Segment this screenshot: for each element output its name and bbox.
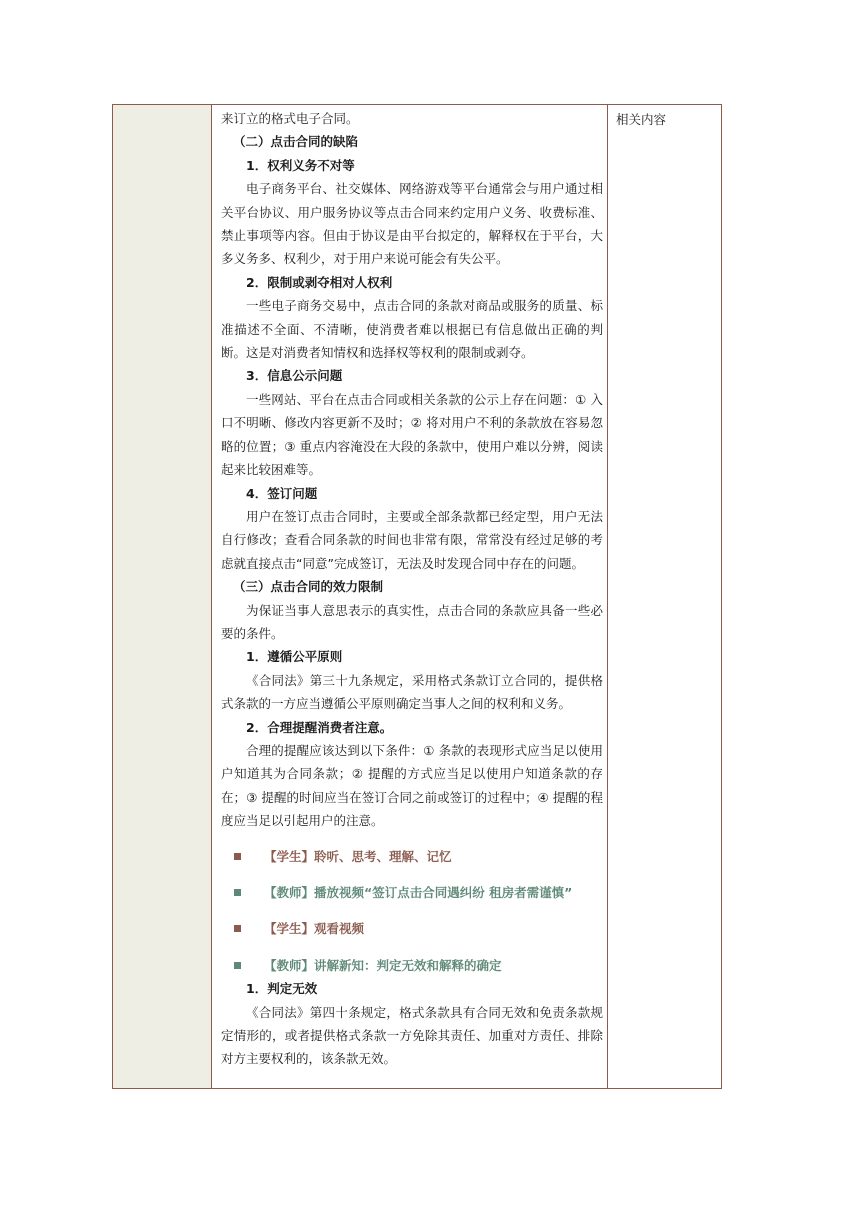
- paragraph: 为保证当事人意思表示的真实性，点击合同的条款应具备一些必要的条件。: [221, 602, 603, 641]
- bullet-item: [221, 917, 603, 940]
- bullet-text: 【教师】播放视频“签订点击合同遇纠纷 租房者需谨慎”: [264, 885, 573, 900]
- paragraph: 《合同法》第四十条规定，格式条款具有合同无效和免责条款规定情形的，或者提供格式条款一方免除其责任、加重对方责任、排除对方主要权利的，该条款无效。: [221, 1004, 603, 1067]
- bullet-text: 【学生】观看视频: [264, 921, 365, 937]
- section-heading: （二）点击合同的缺陷: [233, 134, 359, 150]
- paragraph: 一些网站、平台在点击合同或相关条款的公示上存在问题：① 入口不明晰、修改内容更新不及时；② 将对用户不利的条款放在容易忽略的位置；③ 重点内容淹没在大段的条款中，使用户难以分辨，阅读起来比较困难等。: [221, 391, 603, 478]
- section-heading: （三）点击合同的效力限制: [233, 579, 384, 595]
- paragraph: 来订立的格式电子合同。: [221, 111, 359, 126]
- subsection-heading: 1．判定无效: [246, 981, 318, 997]
- paragraph: 一些电子商务交易中，点击合同的条款对商品或服务的质量、标准描述不全面、不清晰，使消费者难以根据已有信息做出正确的判断。这是对消费者知情权和选择权等权利的限制或剥夺。: [221, 298, 603, 361]
- subsection-heading: 2．合理提醒消费者注意。: [246, 719, 393, 735]
- paragraph: 用户在签订点击合同时，主要或全部条款都已经定型，用户无法自行修改；查看合同条款的时间也非常有限，常常没有经过足够的考虑就直接点击“同意”完成签订，无法及时发现合同中存在的问题。: [221, 508, 603, 571]
- bullet-text: 【教师】讲解新知：判定无效和解释的确定: [264, 957, 502, 973]
- square-bullet-icon: [234, 853, 241, 860]
- subsection-heading: 4．签订问题: [246, 485, 318, 501]
- square-bullet-icon: [234, 962, 241, 969]
- bullet-text: 【学生】聆听、思考、理解、记忆: [264, 848, 452, 864]
- subsection-heading: 2．限制或剥夺相对人权利: [246, 274, 393, 290]
- subsection-heading: 3．信息公示问题: [246, 368, 343, 384]
- content-body: [221, 107, 603, 1071]
- left-column: [113, 105, 212, 1088]
- lesson-table: [112, 104, 722, 1089]
- bullet-item: [221, 881, 603, 904]
- bullet-item: [221, 845, 603, 868]
- side-note: 相关内容: [616, 112, 667, 127]
- content-column: [212, 105, 608, 1088]
- paragraph: 电子商务平台、社交媒体、网络游戏等平台通常会与用户通过相关平台协议、用户服务协议等点击合同来约定用户义务、收费标准、禁止事项等内容。但由于协议是由平台拟定的，解释权在于平台，大多义务多、权利少，对于用户来说可能会有失公平。: [221, 181, 603, 267]
- notes-column: [608, 105, 721, 1088]
- subsection-heading: 1．遵循公平原则: [246, 649, 343, 665]
- square-bullet-icon: [234, 889, 241, 896]
- paragraph: 合理的提醒应该达到以下条件：① 条款的表现形式应当足以使用户知道其为合同条款；② 提醒的方式应当足以使用户知道条款的存在；③ 提醒的时间应当在签订合同之前或签订的过程中；④ 提醒的程度应当足以引起用户的注意。: [221, 742, 603, 829]
- subsection-heading: 1．权利义务不对等: [246, 157, 355, 173]
- square-bullet-icon: [234, 925, 241, 932]
- paragraph: 《合同法》第三十九条规定，采用格式条款订立合同的，提供格式条款的一方应当遵循公平原则确定当事人之间的权利和义务。: [221, 672, 603, 712]
- bullet-item: [221, 954, 603, 977]
